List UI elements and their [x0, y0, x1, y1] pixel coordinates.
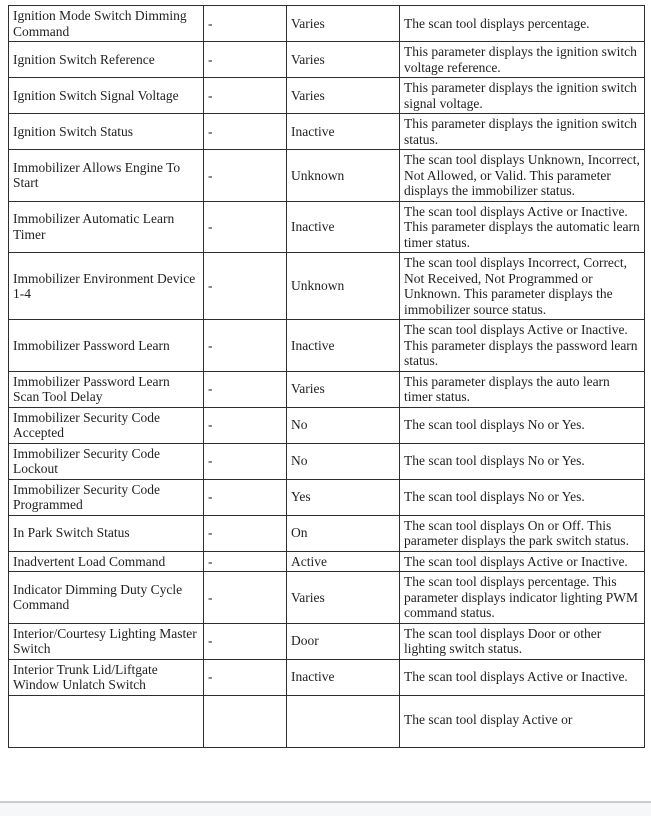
separator-cell: -: [204, 78, 287, 114]
separator-cell: -: [204, 407, 287, 443]
description-cell: This parameter displays the ignition switch voltage reference.: [400, 42, 645, 78]
description-cell: The scan tool displays percentage.: [400, 6, 645, 42]
parameter-table: [8, 5, 645, 748]
parameter-name-cell: Ignition Switch Reference: [9, 42, 204, 78]
table-row: [9, 515, 645, 551]
separator-cell: -: [204, 114, 287, 150]
value-cell: Varies: [287, 371, 400, 407]
parameter-name-cell: Interior/Courtesy Lighting Master Switch: [9, 623, 204, 659]
separator-cell: -: [204, 551, 287, 572]
table-row: [9, 201, 645, 253]
description-cell: This parameter displays the ignition switch signal voltage.: [400, 78, 645, 114]
parameter-table-body: [9, 6, 645, 748]
parameter-name-cell: Immobilizer Environment Device 1-4: [9, 253, 204, 320]
page-bottom-margin: [0, 803, 651, 816]
parameter-name-cell: Ignition Switch Status: [9, 114, 204, 150]
parameter-name-cell: Indicator Dimming Duty Cycle Command: [9, 572, 204, 624]
table-row: [9, 623, 645, 659]
table-row: [9, 479, 645, 515]
description-cell: The scan tool displays No or Yes.: [400, 443, 645, 479]
table-row: [9, 407, 645, 443]
table-row: [9, 253, 645, 320]
description-cell: This parameter displays the auto learn timer status.: [400, 371, 645, 407]
description-cell: The scan tool displays Door or other lighting switch status.: [400, 623, 645, 659]
table-row: [9, 371, 645, 407]
description-cell: The scan tool displays No or Yes.: [400, 479, 645, 515]
description-cell: The scan tool displays Active or Inactive. This parameter displays the password learn status.: [400, 320, 645, 372]
value-cell: Inactive: [287, 114, 400, 150]
separator-cell: -: [204, 253, 287, 320]
value-cell: Door: [287, 623, 400, 659]
value-cell: Yes: [287, 479, 400, 515]
description-cell: The scan tool display Active or: [400, 695, 645, 747]
description-cell: The scan tool displays On or Off. This parameter displays the park switch status.: [400, 515, 645, 551]
separator-cell: -: [204, 479, 287, 515]
value-cell: Inactive: [287, 659, 400, 695]
separator-cell: -: [204, 150, 287, 202]
parameter-name-cell: Immobilizer Security Code Accepted: [9, 407, 204, 443]
value-cell: Varies: [287, 78, 400, 114]
parameter-name-cell: [9, 695, 204, 747]
separator-cell: -: [204, 42, 287, 78]
parameter-name-cell: Immobilizer Password Learn Scan Tool Delay: [9, 371, 204, 407]
description-cell: The scan tool displays Active or Inactive.: [400, 551, 645, 572]
value-cell: Varies: [287, 6, 400, 42]
value-cell: On: [287, 515, 400, 551]
value-cell: Inactive: [287, 201, 400, 253]
value-cell: Inactive: [287, 320, 400, 372]
table-row: [9, 659, 645, 695]
parameter-name-cell: Interior Trunk Lid/Liftgate Window Unlatch Switch: [9, 659, 204, 695]
parameter-name-cell: Immobilizer Security Code Lockout: [9, 443, 204, 479]
description-cell: This parameter displays the ignition switch status.: [400, 114, 645, 150]
table-row: [9, 42, 645, 78]
table-row: [9, 695, 645, 747]
value-cell: No: [287, 407, 400, 443]
value-cell: No: [287, 443, 400, 479]
value-cell: Varies: [287, 42, 400, 78]
table-row: [9, 443, 645, 479]
value-cell: [287, 695, 400, 747]
parameter-name-cell: Immobilizer Security Code Programmed: [9, 479, 204, 515]
separator-cell: -: [204, 201, 287, 253]
separator-cell: [204, 695, 287, 747]
separator-cell: -: [204, 6, 287, 42]
value-cell: Varies: [287, 572, 400, 624]
description-cell: The scan tool displays Incorrect, Correct, Not Received, Not Programmed or Unknown. This parameter displays the immobilizer source status.: [400, 253, 645, 320]
parameter-name-cell: Immobilizer Password Learn: [9, 320, 204, 372]
table-row: [9, 6, 645, 42]
description-cell: The scan tool displays Unknown, Incorrect, Not Allowed, or Valid. This parameter displays the immobilizer status.: [400, 150, 645, 202]
parameter-name-cell: Inadvertent Load Command: [9, 551, 204, 572]
value-cell: Unknown: [287, 253, 400, 320]
separator-cell: -: [204, 515, 287, 551]
description-cell: The scan tool displays Active or Inactive. This parameter displays the automatic learn timer status.: [400, 201, 645, 253]
table-row: [9, 114, 645, 150]
table-row: [9, 551, 645, 572]
description-cell: The scan tool displays No or Yes.: [400, 407, 645, 443]
description-cell: The scan tool displays Active or Inactive.: [400, 659, 645, 695]
parameter-name-cell: Immobilizer Allows Engine To Start: [9, 150, 204, 202]
separator-cell: -: [204, 320, 287, 372]
table-clip-region: [8, 5, 647, 801]
separator-cell: -: [204, 443, 287, 479]
table-row: [9, 320, 645, 372]
parameter-name-cell: Ignition Switch Signal Voltage: [9, 78, 204, 114]
separator-cell: -: [204, 572, 287, 624]
parameter-name-cell: Ignition Mode Switch Dimming Command: [9, 6, 204, 42]
value-cell: Active: [287, 551, 400, 572]
value-cell: Unknown: [287, 150, 400, 202]
table-row: [9, 572, 645, 624]
parameter-name-cell: Immobilizer Automatic Learn Timer: [9, 201, 204, 253]
table-row: [9, 150, 645, 202]
separator-cell: -: [204, 371, 287, 407]
separator-cell: -: [204, 623, 287, 659]
table-row: [9, 78, 645, 114]
separator-cell: -: [204, 659, 287, 695]
parameter-name-cell: In Park Switch Status: [9, 515, 204, 551]
description-cell: The scan tool displays percentage. This parameter displays indicator lighting PWM command status.: [400, 572, 645, 624]
